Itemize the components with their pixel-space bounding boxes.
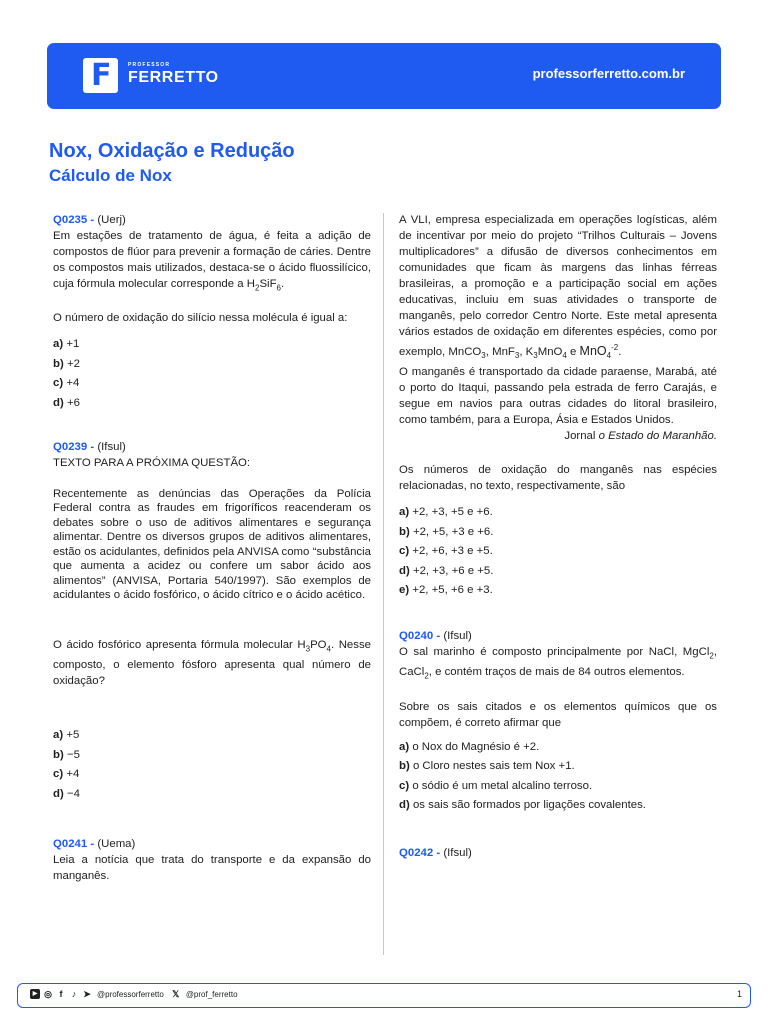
- social-handle-1[interactable]: @professorferretto: [97, 989, 164, 999]
- logo-brand-text: FERRETTO: [128, 69, 219, 86]
- logo-small-text: PROFESSOR: [128, 62, 171, 68]
- page-subtitle: Cálculo de Nox: [49, 166, 172, 185]
- question-source: (Uema): [97, 837, 136, 850]
- question-prompt: O número de oxidação do silício nessa molécula é igual a:: [53, 312, 348, 325]
- question-text: Leia a notícia que trata do transporte e da expansão do manganês.: [53, 853, 371, 882]
- option-e[interactable]: e) +2, +5, +6 e +3.: [399, 584, 493, 597]
- option-d[interactable]: d) −4: [53, 787, 80, 800]
- instagram-icon[interactable]: ◎: [44, 989, 52, 999]
- question-text: Em estações de tratamento de água, é feita a adição de compostos de flúor para prevenir a formação de cáries. Dentre os compostos mais utilizados, destaca-se o ácido fluossilícico, cuja fórmula molecular corresponde a: [53, 230, 371, 290]
- options-list: [53, 336, 371, 411]
- option-c[interactable]: c) +2, +6, +3 e +5.: [399, 545, 493, 558]
- question-q0239: [53, 439, 371, 802]
- facebook-icon[interactable]: f: [59, 989, 63, 999]
- column-divider: [383, 213, 384, 955]
- question-prompt: Os números de oxidação do manganês nas espécies relacionadas, no texto, respectivamente, são: [399, 464, 717, 493]
- option-d[interactable]: d) +2, +3, +6 e +5.: [399, 564, 494, 577]
- logo-text: [128, 62, 219, 87]
- option-b[interactable]: b) −5: [53, 748, 80, 761]
- options-list: [399, 739, 717, 814]
- option-a[interactable]: a) o Nox do Magnésio é +2.: [399, 740, 540, 753]
- article-citation: Jornal o Estado do Maranhão.: [564, 430, 717, 443]
- question-q0235: [53, 212, 371, 411]
- question-q0242: [399, 845, 717, 861]
- question-source: (Uerj): [97, 214, 126, 226]
- option-b[interactable]: b) +2: [53, 357, 80, 370]
- option-a[interactable]: a) +1: [53, 338, 80, 351]
- tiktok-icon[interactable]: ♪: [71, 989, 77, 999]
- question-source: (Ifsul): [97, 440, 126, 453]
- option-a[interactable]: a) +2, +3, +5 e +6.: [399, 506, 493, 519]
- youtube-icon[interactable]: ▶: [30, 989, 40, 999]
- logo-letter: F: [91, 58, 112, 93]
- question-id: Q0239 -: [53, 440, 95, 453]
- question-q0240: [399, 628, 717, 813]
- article-text: A VLI, empresa especializada em operações logísticas, além de incentivar por meio do projeto “Trilhos Culturais – Jovens multiplicadores” a difusão de diversos conhecimentos em comunidades que ficam às margens das linhas férreas brasileiras, a promoção e a participação social em ações educativas, incluiu em suas atividades o transporte de manganês, pelo corredor Centro Norte. Este metal apresenta vários estados de oxidação em diferentes espécies, como por exemplo, MnCO$_3$, MnF$_3$, $K_3MnO_4$ e MnO$_4^{-2}$.: [399, 214, 717, 361]
- options-list: [53, 727, 371, 802]
- site-link[interactable]: professorferretto.com.br: [532, 66, 685, 81]
- article-text-2: O manganês é transportado da cidade paraense, Marabá, até o porto do Itaqui, passando pela estrada de ferro Carajás, e segue em navios para outras cidades do litoral brasileiro, como também, para a Europa, Ásia e Estados Unidos.: [399, 366, 717, 427]
- logo-icon: [83, 58, 118, 93]
- page-number: 1: [736, 989, 742, 999]
- option-b[interactable]: b) o Cloro nestes sais tem Nox +1.: [399, 760, 575, 773]
- question-text: Recentemente as denúncias das Operações da Polícia Federal contra as fraudes em frigoríficos reacenderam os debates sobre o uso de aditivos alimentares e segurança alimentar. Dentre os diversos grupos de aditivos alimentares, estão os acidulantes, definidos pela ANVISA como “substância que aumenta a acidez ou confere um sabor ácido aos alimentos” (ANVISA, Portaria 540/1997). São exemplos de acidulantes o ácido fosfórico, o ácido cítrico e o ácido acético.: [53, 487, 371, 602]
- right-column: [399, 212, 717, 861]
- question-source: (Ifsul): [443, 630, 472, 643]
- question-q0241: [53, 836, 371, 884]
- question-id: Q0240 -: [399, 630, 441, 643]
- question-source: (Ifsul): [443, 847, 472, 860]
- header-banner: [47, 43, 721, 109]
- telegram-icon[interactable]: ➤: [83, 989, 91, 999]
- page-title: Nox, Oxidação e Redução: [49, 140, 295, 162]
- footer-bar: [17, 983, 751, 1008]
- formula-h2sif6: $H_2SiF_6$.: [246, 278, 285, 293]
- option-d[interactable]: d) os sais são formados por ligações covalentes.: [399, 799, 646, 812]
- question-q0241-article: [399, 212, 717, 598]
- option-c[interactable]: c) +4: [53, 377, 80, 390]
- option-c[interactable]: c) o sódio é um metal alcalino terroso.: [399, 779, 593, 792]
- option-c[interactable]: c) +4: [53, 768, 80, 781]
- left-column: [53, 212, 371, 884]
- option-b[interactable]: b) +2, +5, +3 e +6.: [399, 525, 494, 538]
- social-links: [30, 989, 242, 999]
- x-twitter-icon[interactable]: 𝕏: [172, 989, 180, 999]
- question-id: Q0241 -: [53, 837, 95, 850]
- question-id: Q0235 -: [53, 214, 95, 226]
- social-handle-2[interactable]: @prof_ferretto: [185, 989, 238, 999]
- option-a[interactable]: a) +5: [53, 729, 80, 742]
- question-text: O sal marinho é composto principalmente por NaCl, MgCl$_2$, CaCl$_2$, e contém traços de mais de 84 outros elementos.: [399, 646, 717, 681]
- option-d[interactable]: d) +6: [53, 396, 80, 409]
- question-prompt: O ácido fosfórico apresenta fórmula molecular $H_3PO_4$. Nesse composto, o elemento fósforo apresenta qual número de oxidação?: [53, 638, 371, 688]
- question-intro: TEXTO PARA A PRÓXIMA QUESTÃO:: [53, 456, 251, 469]
- question-id: Q0242 -: [399, 847, 441, 860]
- question-prompt: Sobre os sais citados e os elementos químicos que os compõem, é correto afirmar que: [399, 700, 717, 729]
- options-list: [399, 504, 717, 598]
